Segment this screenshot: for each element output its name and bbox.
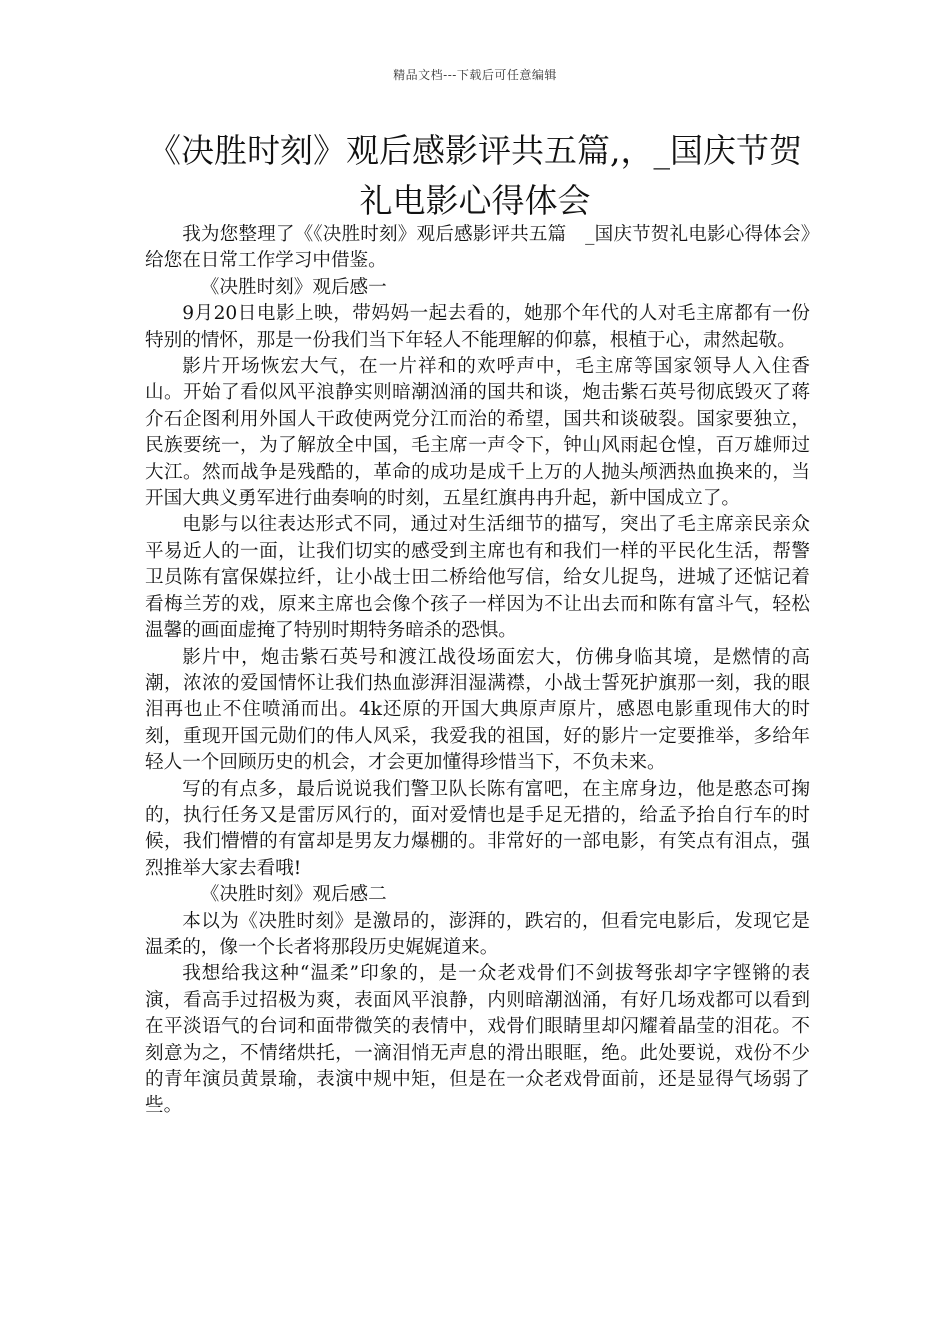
intro-paragraph: 我为您整理了《《决胜时刻》观后感影评共五篇 _国庆节贺礼电影心得体会》给您在日常工作学习中借鉴。: [145, 224, 810, 272]
paragraph: 我想给我这种“温柔”印象的，是一众老戏骨们不剑拔弩张却字字铿锵的表演，看高手过招极为爽，表面风平浪静，内则暗潮汹涌，有好几场戏都可以看到在平淡语气的台词和面带微笑的表情中，戏骨们眼睛里却闪耀着晶莹的泪花。不刻意为之，不情绪烘托，一滴泪悄无声息的滑出眼眶，绝。此处要说，戏份不少的青年演员黄景瑜，表演中规中矩，但是在一众老戏骨面前，还是显得气场弱了些。: [145, 963, 810, 1117]
paragraph: 本以为《决胜时刻》是激昂的，澎湃的，跌宕的，但看完电影后，发现它是温柔的，像一个长者将那段历史娓娓道来。: [145, 910, 810, 958]
paragraph: 影片中，炮击紫石英号和渡江战役场面宏大，仿佛身临其境，是燃情的高潮，浓浓的爱国情怀让我们热血澎湃泪湿满襟，小战士誓死护旗那一刻，我的眼泪再也止不住喷涌而出。4k还原的开国大典原声原片，感恩电影重现伟大的时刻，重现开国元勋们的伟人风采，我爱我的祖国，好的影片一定要推举，多给年轻人一个回顾历史的机会，才会更加懂得珍惜当下，不负未来。: [145, 646, 810, 774]
section-heading: 《决胜时刻》观后感一: [200, 276, 387, 298]
page-header: 精品文档---下载后可任意编辑: [393, 68, 557, 82]
section-heading: 《决胜时刻》观后感二: [200, 884, 387, 906]
paragraph: 写的有点多，最后说说我们警卫队长陈有富吧，在主席身边，他是憨态可掬的，执行任务又是雷厉风行的，面对爱情也是手足无措的，给孟予抬自行车的时候，我们懵懵的有富却是男友力爆棚的。非常好的一部电影，有笑点有泪点，强烈推举大家去看哦!: [145, 778, 810, 879]
paragraph: 9月20日电影上映，带妈妈一起去看的，她那个年代的人对毛主席都有一份特别的情怀，那是一份我们当下年轻人不能理解的仰慕，根植于心，肃然起敬。: [145, 303, 810, 351]
document-body: [145, 222, 810, 1120]
paragraph: 电影与以往表达形式不同，通过对生活细节的描写，突出了毛主席亲民亲众平易近人的一面，让我们切实的感受到主席也有和我们一样的平民化生活，帮警卫员陈有富保媒拉纤，让小战士田二桥给他写信，给女儿捉鸟，进城了还惦记着看梅兰芳的戏，原来主席也会像个孩子一样因为不让出去而和陈有富斗气，轻松温馨的画面虚掩了特别时期特务暗杀的恐惧。: [145, 514, 810, 642]
document-title: 《决胜时刻》观后感影评共五篇,，_国庆节贺礼电影心得体会: [148, 131, 802, 220]
paragraph: 影片开场恢宏大气，在一片祥和的欢呼声中，毛主席等国家领导人入住香山。开始了看似风平浪静实则暗潮汹涌的国共和谈，炮击紫石英号彻底毁灭了蒋介石企图利用外国人干政使两党分江而治的希望，国共和谈破裂。国家要独立，民族要统一，为了解放全中国，毛主席一声令下，钟山风雨起仓惶，百万雄师过大江。然而战争是残酷的，革命的成功是成千上万的人抛头颅洒热血换来的，当开国大典义勇军进行曲奏响的时刻，五星红旗冉冉升起，新中国成立了。: [145, 356, 810, 510]
